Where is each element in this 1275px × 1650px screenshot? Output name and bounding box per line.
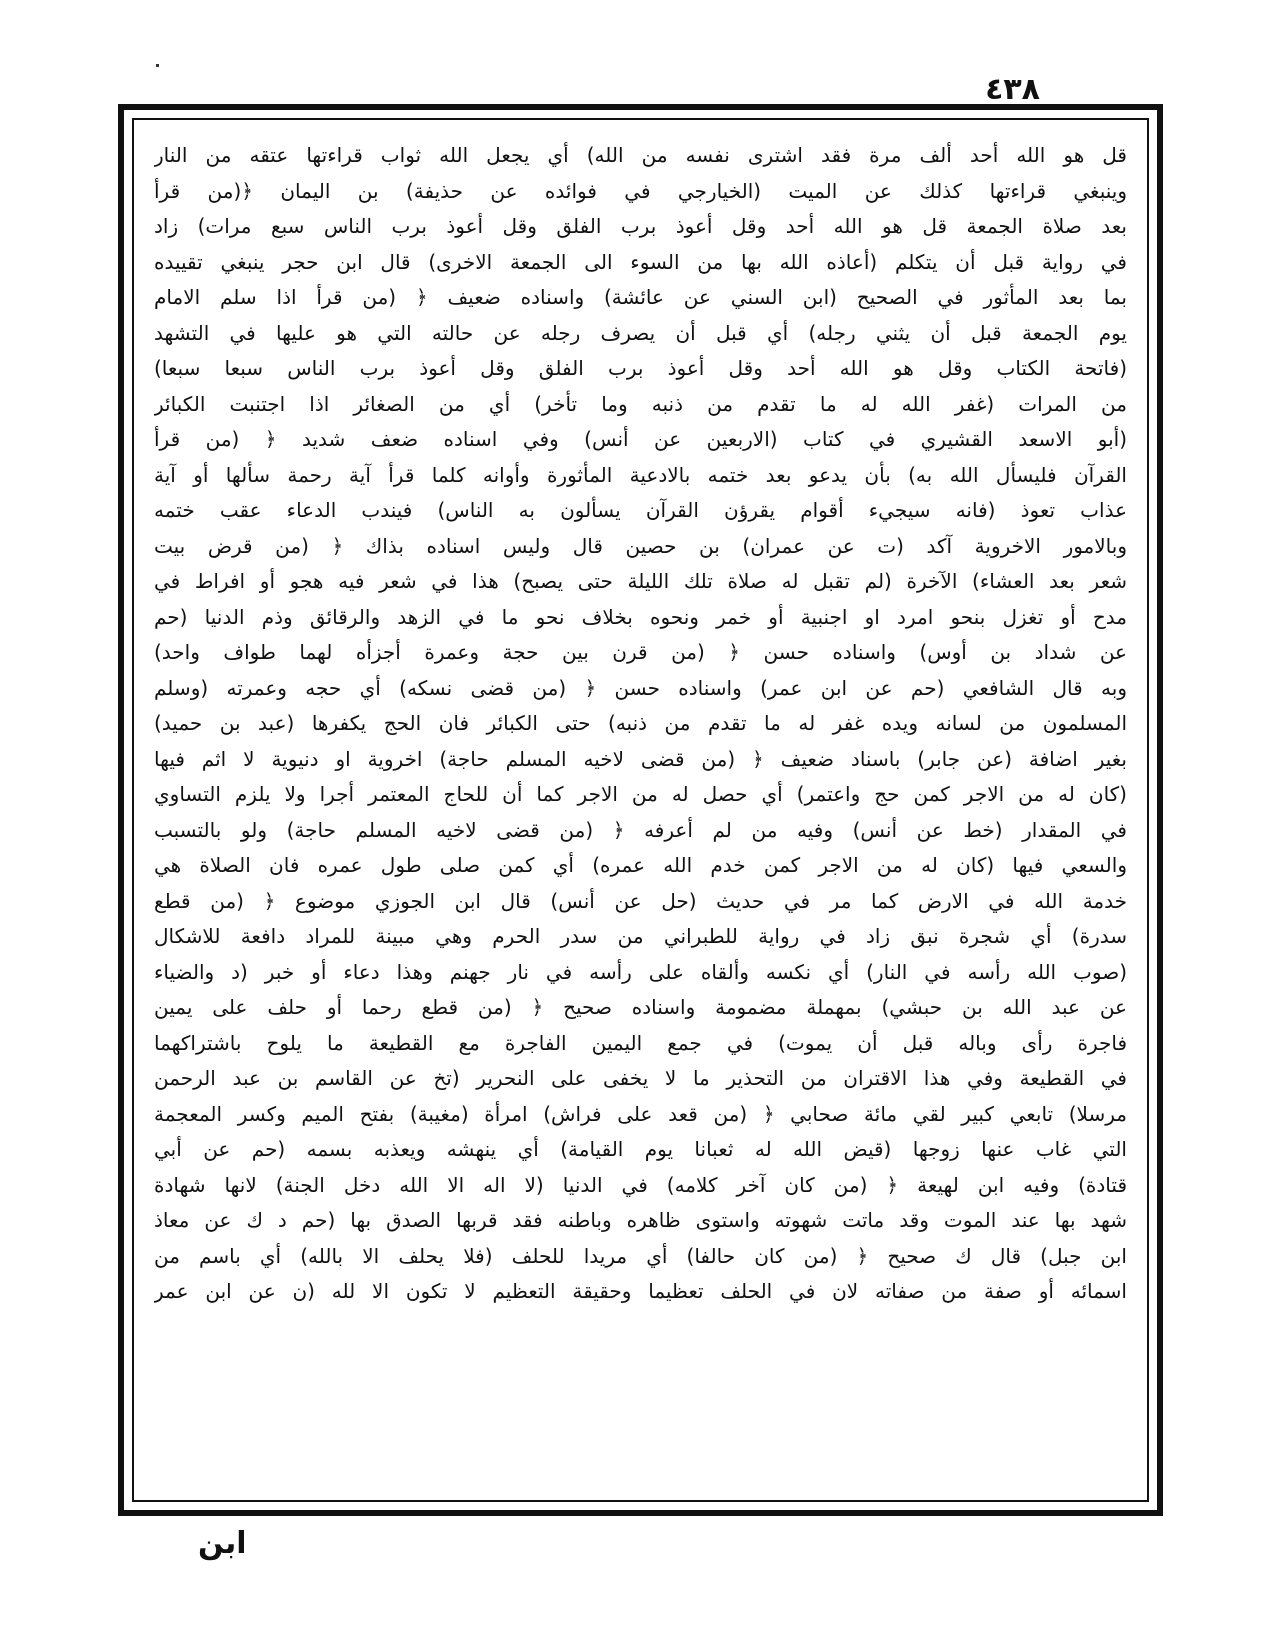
catchword: ابن [198,1526,247,1561]
text-line: عن شداد بن أوس) واسناده حسن ﴿ (من قرن بين حجة وعمرة أجزأه لهما طواف واحد) [154,640,1127,664]
text-line: وينبغي قراءتها كذلك عن الميت (الخيارجي في فوائده عن حذيفة) بن اليمان ﴿(من قرأ [154,178,1127,203]
text-line: (صوب الله رأسه في النار) أي نكسه وألقاه على رأسه في نار جهنم وهذا دعاء أو خبر (د والضياء [154,959,1127,984]
text-line: وبالامور الاخروية آكد (ت عن عمران) بن حصين قال وليس اسناده بذاك ﴿ (من قرض بيت [154,533,1127,558]
text-line: يوم الجمعة قبل أن يثني رجله) أي قبل أن يصرف رجله عن حالته التي هو عليها في التشهد [154,320,1127,345]
text-line: في رواية قبل أن يتكلم (أعاذه الله بها من السوء الى الجمعة الاخرى) قال ابن حجر ينبغي تقييده [154,249,1127,274]
text-line: بما بعد المأثور في الصحيح (ابن السني عن عائشة) واسناده ضعيف ﴿ (من قرأ اذا سلم الامام [154,285,1127,309]
text-body [154,138,1127,1482]
page-number: ٤٣٨ [985,72,1040,107]
text-line: من المرات (غفر الله له ما تقدم من ذنبه وما تأخر) أي من الصغائر اذا اجتنبت الكبائر [154,391,1127,416]
text-line: بعد صلاة الجمعة قل هو الله أحد وقل أعوذ برب الفلق وقل أعوذ برب الناس سبع مرات) زاد [154,214,1127,238]
text-line: (أبو الاسعد القشيري في كتاب (الاربعين عن أنس) وفي اسناده ضعف شديد ﴿ (من قرأ [154,427,1127,451]
text-line: التي غاب عنها زوجها (قيض الله له ثعبانا يوم القيامة) أي ينهشه ويعذبه بسمه (حم عن أبي [154,1137,1127,1161]
page-frame-inner [132,118,1149,1502]
text-line: قتادة) وفيه ابن لهيعة ﴿ (من كان آخر كلامه) في الدنيا (لا اله الا الله دخل الجنة) لانها شهادة [154,1172,1127,1197]
text-line: اسمائه أو صفة من صفاته لان في الحلف تعظيما وحقيقة التعظيم لا تكون الا لله (ن عن ابن عمر [154,1279,1127,1303]
text-line: القرآن فليسأل الله به) بأن يدعو بعد ختمه بالادعية المأثورة وأوانه كلما قرأ آية رحمة سألها أو آية [154,462,1127,487]
stray-ink-mark [156,64,159,67]
text-line: عذاب تعوذ (فانه سيجيء أقوام يقرؤن القرآن يسألون به الناس) فيندب الدعاء عقب ختمه [154,498,1127,522]
text-line: مدح أو تغزل بنحو امرد او اجنبية أو خمر ونحوه بخلاف نحو ما في الزهد والرقائق وذم الدنيا (حم [154,604,1127,629]
text-line: شعر بعد العشاء) الآخرة (لم تقبل له صلاة تلك الليلة حتى يصبح) هذا في شعر فيه هجو أو افراط في [154,569,1127,593]
text-line: فاجرة رأى وباله قبل أن يموت) في جمع اليمين الفاجرة مع القطيعة ما يلوح باشتراكهما [154,1030,1127,1055]
text-line: في المقدار (خط عن أنس) وفيه من لم أعرفه ﴿ (من قضى لاخيه المسلم حاجة) ولو بالتسبب [154,817,1127,842]
text-line: المسلمون من لسانه ويده غفر له ما تقدم من ذنبه) حتى الكبائر فان الحج يكفرها (عبد بن حميد) [154,711,1127,735]
text-line: (فاتحة الكتاب وقل هو الله أحد وقل أعوذ برب الفلق وقل أعوذ برب الناس سبعا سبعا) [154,356,1127,380]
text-line: والسعي فيها (كان له من الاجر كمن خدم الله عمره) أي كمن صلى طول عمره فان الصلاة هي [154,853,1127,877]
text-line: ابن جبل) قال ك صحيح ﴿ (من كان حالفا) أي مريدا للحلف (فلا يحلف الا بالله) أي باسم من [154,1243,1127,1268]
text-line: مرسلا) تابعي كبير لقي مائة صحابي ﴿ (من قعد على فراش) امرأة (مغيبة) بفتح الميم وكسر المعجمة [154,1101,1127,1126]
text-line: بغير اضافة (عن جابر) باسناد ضعيف ﴿ (من قضى لاخيه المسلم حاجة) اخروية او دنيوية لا اثم فيها [154,746,1127,771]
text-line: شهد بها عند الموت وقد ماتت شهوته واستوى ظاهره وباطنه فقد قربها الصدق بها (حم د ك عن معاذ [154,1208,1127,1232]
text-line: سدرة) أي شجرة نبق زاد في رواية للطبراني من سدر الحرم وهي مبينة للمراد دافعة للاشكال [154,924,1127,948]
text-line: قل هو الله أحد ألف مرة فقد اشترى نفسه من الله) أي يجعل الله ثواب قراءتها عتقه من النار [154,143,1127,167]
page-frame [118,104,1163,1516]
text-line: عن عبد الله بن حبشي) بمهملة مضمومة واسناده صحيح ﴿ (من قطع رحما أو حلف على يمين [154,995,1127,1019]
text-line: (كان له من الاجر كمن حج واعتمر) أي حصل له من الاجر كما أن للحاج المعتمر أجرا ولا يلزم التساوي [154,782,1127,806]
text-line: وبه قال الشافعي (حم عن ابن عمر) واسناده حسن ﴿ (من قضى نسكه) أي حجه وعمرته (وسلم [154,675,1127,700]
text-line: في القطيعة وفي هذا الاقتران من التحذير ما لا يخفى على النحرير (تخ عن القاسم بن عبد الرحمن [154,1066,1127,1090]
text-line: خدمة الله في الارض كما مر في حديث (حل عن أنس) قال ابن الجوزي موضوع ﴿ (من قطع [154,888,1127,913]
